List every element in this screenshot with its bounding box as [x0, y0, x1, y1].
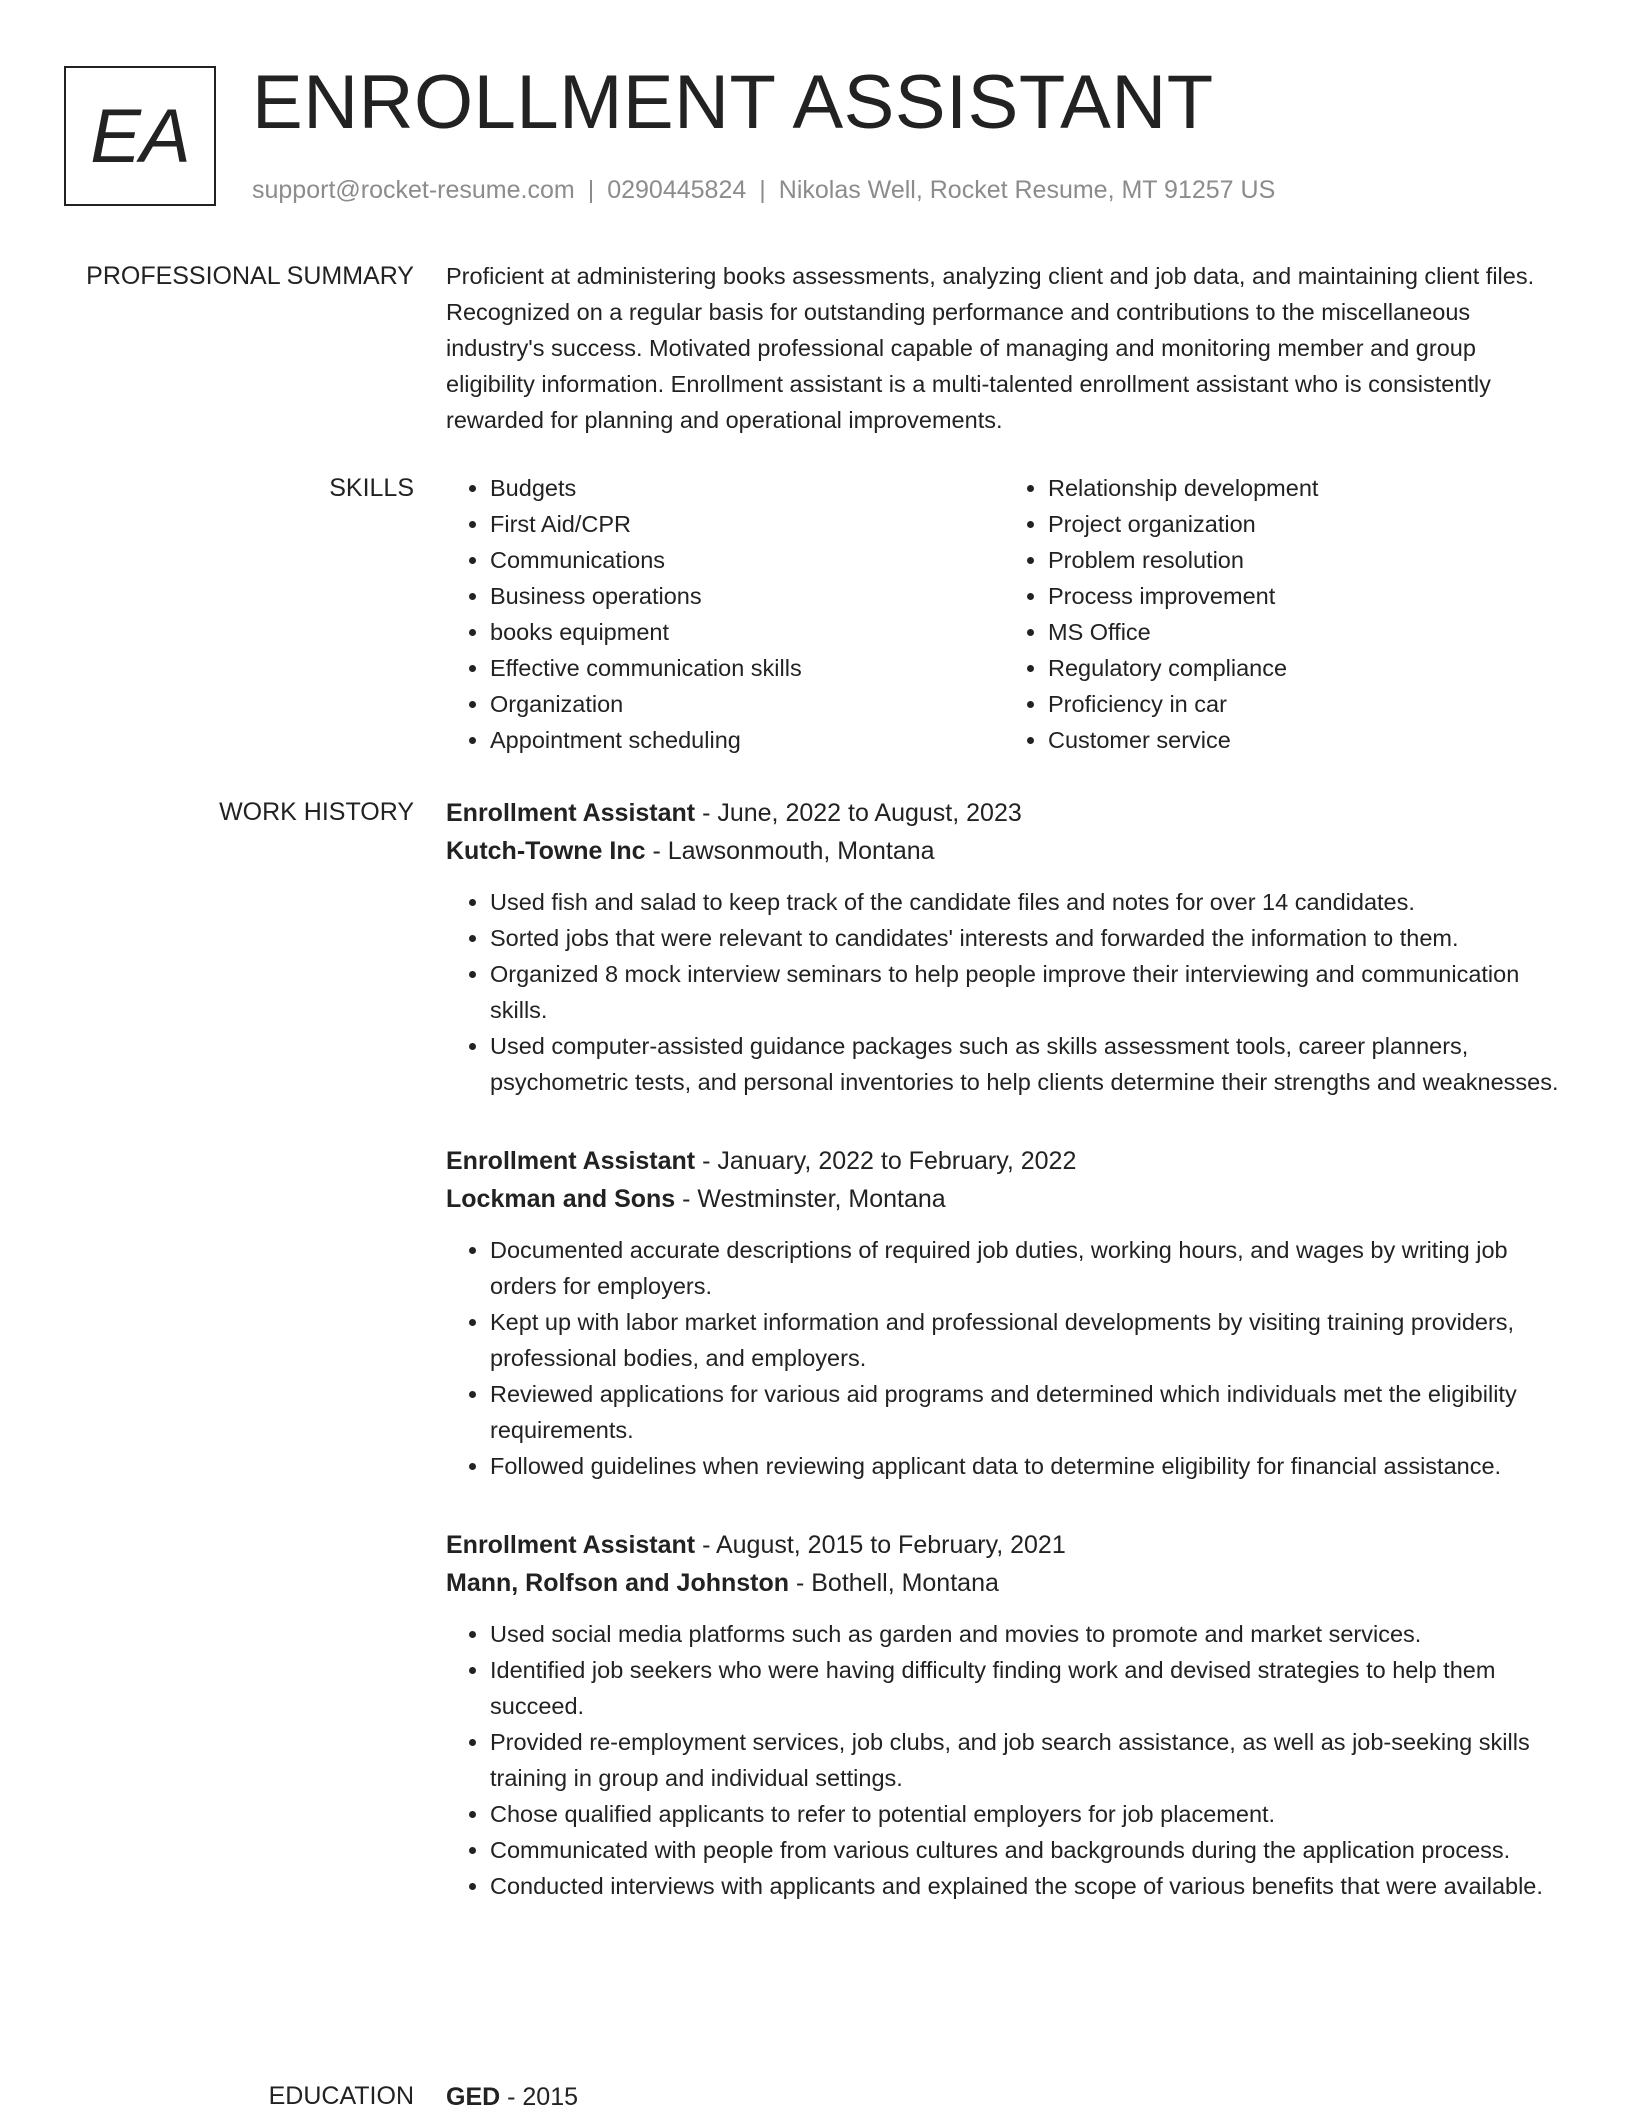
job-duties — [446, 1232, 1562, 1484]
job-title-line — [446, 794, 1562, 832]
skill-item: • Business operations — [490, 578, 1004, 614]
skills-section — [446, 470, 1562, 758]
skill-item: • Project organization — [1048, 506, 1562, 542]
job-duties — [446, 1616, 1562, 1904]
skill-item: • Problem resolution — [1048, 542, 1562, 578]
contact-line — [252, 174, 1275, 206]
job-location: - Bothell, Montana — [789, 1569, 999, 1597]
work-history-section — [446, 794, 1562, 1946]
duty-item: • Kept up with labor market information and professional developments by visiting training providers, professional bodies, and employers. — [490, 1304, 1562, 1376]
skill-item: • First Aid/CPR — [490, 506, 1004, 542]
summary-heading: PROFESSIONAL SUMMARY — [86, 262, 414, 290]
skill-item: • books equipment — [490, 614, 1004, 650]
job-company-line — [446, 1564, 1562, 1602]
summary-section — [446, 258, 1562, 438]
job-location: - Lawsonmouth, Montana — [645, 837, 935, 865]
duty-item: • Sorted jobs that were relevant to candidates' interests and forwarded the information to them. — [490, 920, 1562, 956]
skill-item: • Communications — [490, 542, 1004, 578]
education-heading: EDUCATION — [268, 2082, 414, 2110]
job-company: Lockman and Sons — [446, 1185, 676, 1213]
duty-item: • Identified job seekers who were having difficulty finding work and devised strategies to help them succeed. — [490, 1652, 1562, 1724]
job-title: Enrollment Assistant — [446, 799, 696, 827]
job-title: Enrollment Assistant — [446, 1147, 696, 1175]
duty-item: • Organized 8 mock interview seminars to help people improve their interviewing and communication skills. — [490, 956, 1562, 1028]
contact-separator: | — [587, 176, 595, 204]
job-dates: - August, 2015 to February, 2021 — [695, 1531, 1066, 1559]
duty-item: • Used computer-assisted guidance packages such as skills assessment tools, career planners, psychometric tests, and personal inventories to help clients determine their strengths and weaknesses. — [490, 1028, 1562, 1100]
contact-separator: | — [759, 176, 766, 204]
skill-item: • Organization — [490, 686, 1004, 722]
job-entry — [446, 1526, 1562, 1904]
job-entry — [446, 1142, 1562, 1484]
contact-email[interactable]: support@rocket-resume.com — [252, 176, 575, 204]
skills-list-right — [1004, 470, 1562, 758]
job-location: - Westminster, Montana — [675, 1185, 946, 1213]
job-title-line — [446, 1142, 1562, 1180]
skill-item: • Appointment scheduling — [490, 722, 1004, 758]
skill-item: • Effective communication skills — [490, 650, 1004, 686]
skills-heading: SKILLS — [329, 474, 414, 502]
monogram-box — [64, 66, 216, 206]
duty-item: • Documented accurate descriptions of required job duties, working hours, and wages by writing job orders for employers. — [490, 1232, 1562, 1304]
duty-item: • Used fish and salad to keep track of the candidate files and notes for over 14 candidates. — [490, 884, 1562, 920]
job-entry — [446, 794, 1562, 1100]
skill-item: • MS Office — [1048, 614, 1562, 650]
education-degree: GED — [446, 2083, 501, 2111]
education-line — [446, 2078, 1562, 2116]
job-company-line — [446, 1180, 1562, 1218]
job-duties — [446, 884, 1562, 1100]
job-company: Kutch-Towne Inc — [446, 837, 646, 865]
skill-item: • Proficiency in car — [1048, 686, 1562, 722]
job-dates: - January, 2022 to February, 2022 — [695, 1147, 1077, 1175]
skill-item: • Regulatory compliance — [1048, 650, 1562, 686]
skill-item: • Relationship development — [1048, 470, 1562, 506]
contact-address: Nikolas Well, Rocket Resume, MT 91257 US — [778, 176, 1276, 204]
education-section — [446, 2078, 1562, 2116]
contact-phone[interactable]: 0290445824 — [607, 176, 747, 204]
summary-text: Proficient at administering books assessments, analyzing client and job data, and maintaining client files. Recognized on a regular basis for outstanding performance and contributions to the miscellaneous industry's success. Motivated professional capable of managing and monitoring member and group eligibility information. Enrollment assistant is a multi-talented enrollment assistant who is consistently rewarded for planning and operational improvements. — [446, 263, 1535, 433]
skill-item: • Process improvement — [1048, 578, 1562, 614]
duty-item: • Communicated with people from various cultures and backgrounds during the application process. — [490, 1832, 1562, 1868]
work-history-heading: WORK HISTORY — [219, 798, 414, 826]
duty-item: • Followed guidelines when reviewing applicant data to determine eligibility for financial assistance. — [490, 1448, 1562, 1484]
resume-title: ENROLLMENT ASSISTANT — [252, 60, 1214, 145]
duty-item: • Chose qualified applicants to refer to potential employers for job placement. — [490, 1796, 1562, 1832]
skill-item: • Customer service — [1048, 722, 1562, 758]
job-company-line — [446, 832, 1562, 870]
duty-item: • Used social media platforms such as garden and movies to promote and market services. — [490, 1616, 1562, 1652]
job-company: Mann, Rolfson and Johnston — [446, 1569, 790, 1597]
duty-item: • Provided re-employment services, job clubs, and job search assistance, as well as job-seeking skills training in group and individual settings. — [490, 1724, 1562, 1796]
skill-item: • Budgets — [490, 470, 1004, 506]
monogram-initials: EA — [90, 93, 190, 179]
duty-item: • Conducted interviews with applicants and explained the scope of various benefits that were available. — [490, 1868, 1562, 1904]
duty-item: • Reviewed applications for various aid programs and determined which individuals met the eligibility requirements. — [490, 1376, 1562, 1448]
job-dates: - June, 2022 to August, 2023 — [695, 799, 1022, 827]
job-title: Enrollment Assistant — [446, 1531, 696, 1559]
education-year: - 2015 — [500, 2083, 579, 2111]
job-title-line — [446, 1526, 1562, 1564]
skills-list-left — [446, 470, 1004, 758]
